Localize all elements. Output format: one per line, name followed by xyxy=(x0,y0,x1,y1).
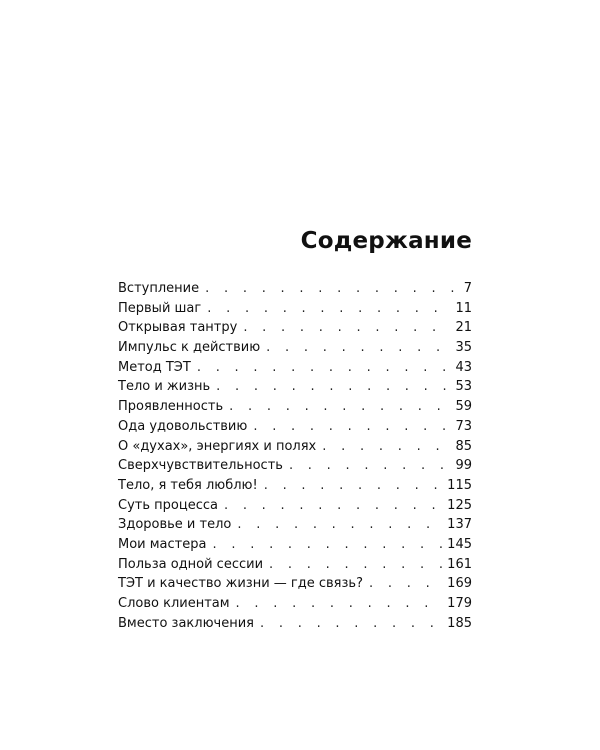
toc-entry-title: Открывая тантру xyxy=(118,320,238,336)
toc-entry-title: Проявленность xyxy=(118,399,224,415)
toc-entry-title: Импульс к действию xyxy=(118,340,261,356)
dot-leader xyxy=(205,279,461,299)
dot-leader xyxy=(266,338,452,358)
toc-page-number: 35 xyxy=(455,340,472,356)
contents-heading: Содержание xyxy=(300,228,472,254)
table-of-contents xyxy=(118,279,472,633)
dot-leader xyxy=(260,614,444,634)
dot-leader xyxy=(197,358,453,378)
dot-leader xyxy=(207,299,452,319)
toc-entry-title: ТЭТ и качество жизни — где связь? xyxy=(118,576,363,592)
toc-entry xyxy=(118,417,472,437)
toc-entry-title: О «духах», энергиях и полях xyxy=(118,438,317,454)
toc-page-number: 11 xyxy=(455,300,472,316)
dot-leader xyxy=(369,574,444,594)
toc-entry xyxy=(118,338,472,358)
toc-entry-title: Метод ТЭТ xyxy=(118,359,191,375)
toc-entry xyxy=(118,456,472,476)
toc-page-number: 185 xyxy=(447,615,472,631)
toc-entry xyxy=(118,358,472,378)
toc-page-number: 85 xyxy=(455,438,472,454)
toc-page-number: 137 xyxy=(447,517,472,533)
toc-page-number: 169 xyxy=(447,576,472,592)
toc-page-number: 161 xyxy=(447,556,472,572)
toc-entry xyxy=(118,476,472,496)
toc-page-number: 179 xyxy=(447,596,472,611)
dot-leader xyxy=(322,437,452,457)
dot-leader xyxy=(264,476,444,496)
toc-page-number: 43 xyxy=(455,359,472,375)
dot-leader xyxy=(269,555,444,575)
toc-entry-title: Вместо заключения xyxy=(118,615,254,631)
dot-leader xyxy=(216,377,452,397)
toc-page-number: 125 xyxy=(447,497,472,513)
toc-entry-title: Тело, я тебя люблю! xyxy=(118,477,258,493)
toc-entry xyxy=(118,299,472,319)
toc-entry xyxy=(118,496,472,516)
toc-entry-title: Вступление xyxy=(118,281,200,296)
toc-entry-title: Мои мастера xyxy=(118,536,207,552)
toc-entry xyxy=(118,318,472,338)
toc-entry-title: Слово клиентам xyxy=(118,596,230,611)
dot-leader xyxy=(224,496,444,516)
toc-page-number: 99 xyxy=(455,458,472,474)
toc-entry xyxy=(118,614,472,634)
toc-entry-title: Сверхчувствительность xyxy=(118,458,283,474)
toc-entry xyxy=(118,377,472,397)
toc-entry xyxy=(118,437,472,457)
toc-entry xyxy=(118,279,472,299)
toc-entry xyxy=(118,397,472,417)
toc-entry xyxy=(118,515,472,535)
dot-leader xyxy=(253,417,452,437)
dot-leader xyxy=(243,318,452,338)
toc-entry xyxy=(118,555,472,575)
toc-entry-title: Ода удовольствию xyxy=(118,418,248,434)
toc-page-number: 21 xyxy=(455,320,472,336)
toc-entry-title: Здоровье и тело xyxy=(118,517,232,533)
toc-page-number: 59 xyxy=(455,399,472,415)
toc-entry-title: Первый шаг xyxy=(118,300,202,316)
toc-page-number: 7 xyxy=(463,281,472,296)
toc-entry-title: Суть процесса xyxy=(118,497,218,513)
toc-page-number: 115 xyxy=(447,477,472,493)
toc-entry-title: Тело и жизнь xyxy=(118,379,211,395)
toc-entry-title: Польза одной сессии xyxy=(118,556,264,572)
dot-leader xyxy=(212,535,444,555)
dot-leader xyxy=(236,594,445,614)
toc-entry xyxy=(118,535,472,555)
toc-page-number: 73 xyxy=(455,418,472,434)
dot-leader xyxy=(229,397,452,417)
toc-page-number: 145 xyxy=(447,536,472,552)
dot-leader xyxy=(237,515,444,535)
toc-entry xyxy=(118,574,472,594)
toc-page-number: 53 xyxy=(455,379,472,395)
dot-leader xyxy=(289,456,453,476)
toc-entry xyxy=(118,594,472,614)
